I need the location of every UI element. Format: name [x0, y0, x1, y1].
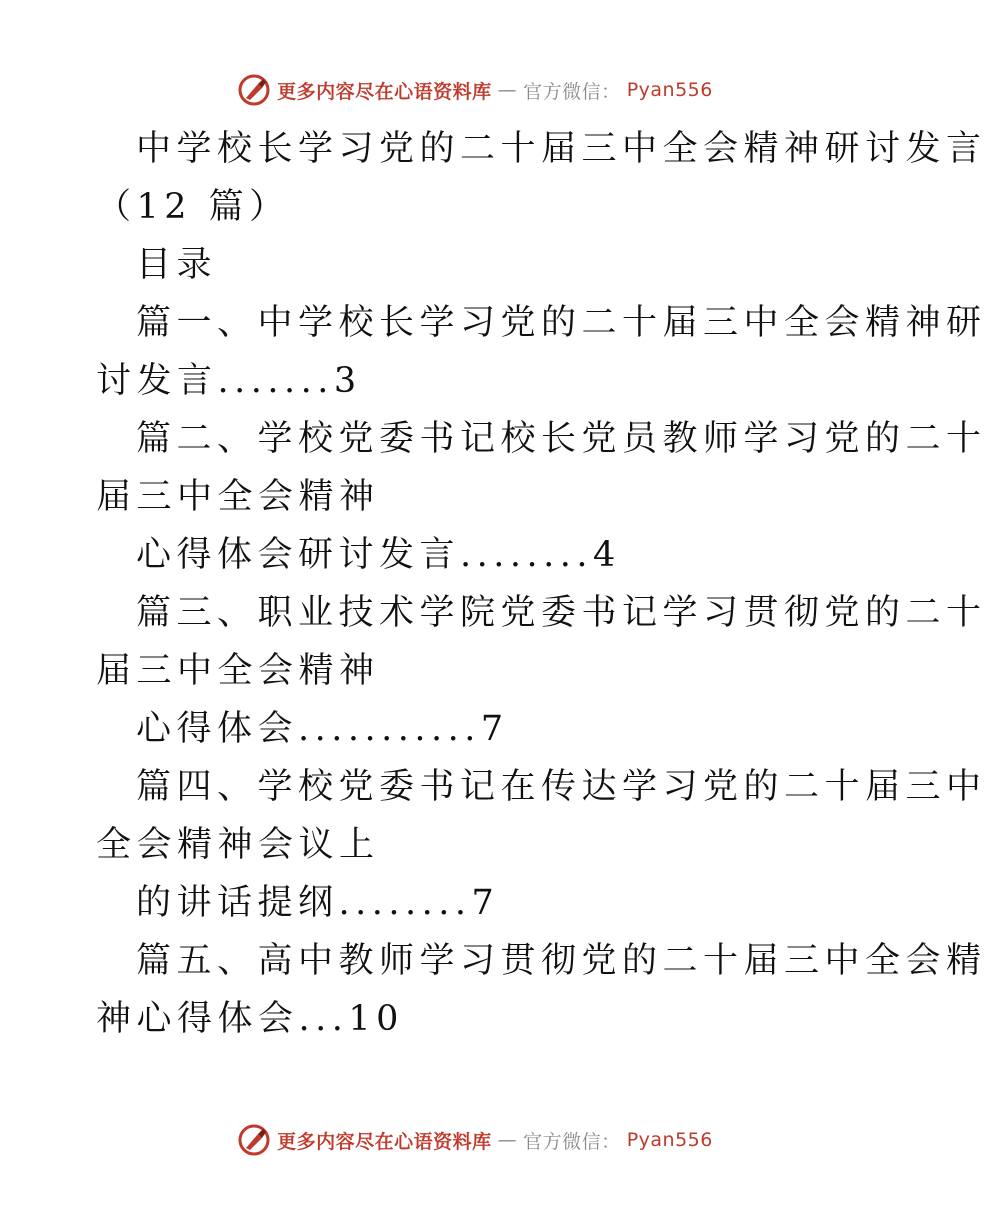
pen-nib-circle-icon [237, 73, 271, 107]
watermark-wechat-id: Pyan556 [626, 79, 713, 101]
watermark-wechat-label: 官方微信： [523, 80, 621, 103]
toc-entry-4-line-2[interactable]: 全会精神会议上 [96, 825, 380, 865]
toc-entry-5-line-2[interactable]: 神心得体会...10 [96, 999, 404, 1039]
pen-nib-circle-icon [237, 1123, 271, 1157]
toc-entry-2-line-3[interactable]: 心得体会研讨发言........4 [136, 535, 621, 575]
watermark-main-text: 更多内容尽在心语资料库 [277, 80, 492, 103]
watermark-wechat-label: 官方微信： [523, 1130, 621, 1153]
document-body [96, 120, 987, 1048]
footer-watermark [0, 1120, 950, 1160]
watermark-dash: — [497, 79, 518, 101]
document-title-line-1: 中学校长学习党的二十届三中全会精神研讨发言 [136, 129, 987, 169]
toc-entry-1-line-1[interactable]: 篇一、中学校长学习党的二十届三中全会精神研 [136, 303, 987, 343]
watermark-wechat-id: Pyan556 [626, 1129, 713, 1151]
toc-entry-5-line-1[interactable]: 篇五、高中教师学习贯彻党的二十届三中全会精 [136, 941, 987, 981]
toc-heading: 目录 [136, 245, 218, 285]
toc-entry-2-line-1[interactable]: 篇二、学校党委书记校长党员教师学习党的二十 [136, 419, 987, 459]
toc-entry-3-line-1[interactable]: 篇三、职业技术学院党委书记学习贯彻党的二十 [136, 593, 987, 633]
watermark-main-text: 更多内容尽在心语资料库 [277, 1130, 492, 1153]
toc-entry-1-line-2[interactable]: 讨发言.......3 [96, 361, 362, 401]
toc-entry-3-line-3[interactable]: 心得体会...........7 [136, 709, 509, 749]
toc-entry-2-line-2[interactable]: 届三中全会精神 [96, 477, 380, 517]
watermark-dash: — [497, 1129, 518, 1151]
document-title-line-2: （12 篇） [96, 187, 290, 227]
toc-entry-4-line-3[interactable]: 的讲话提纲........7 [136, 883, 500, 923]
toc-entry-3-line-2[interactable]: 届三中全会精神 [96, 651, 380, 691]
header-watermark [0, 70, 950, 110]
toc-entry-4-line-1[interactable]: 篇四、学校党委书记在传达学习党的二十届三中 [136, 767, 987, 807]
